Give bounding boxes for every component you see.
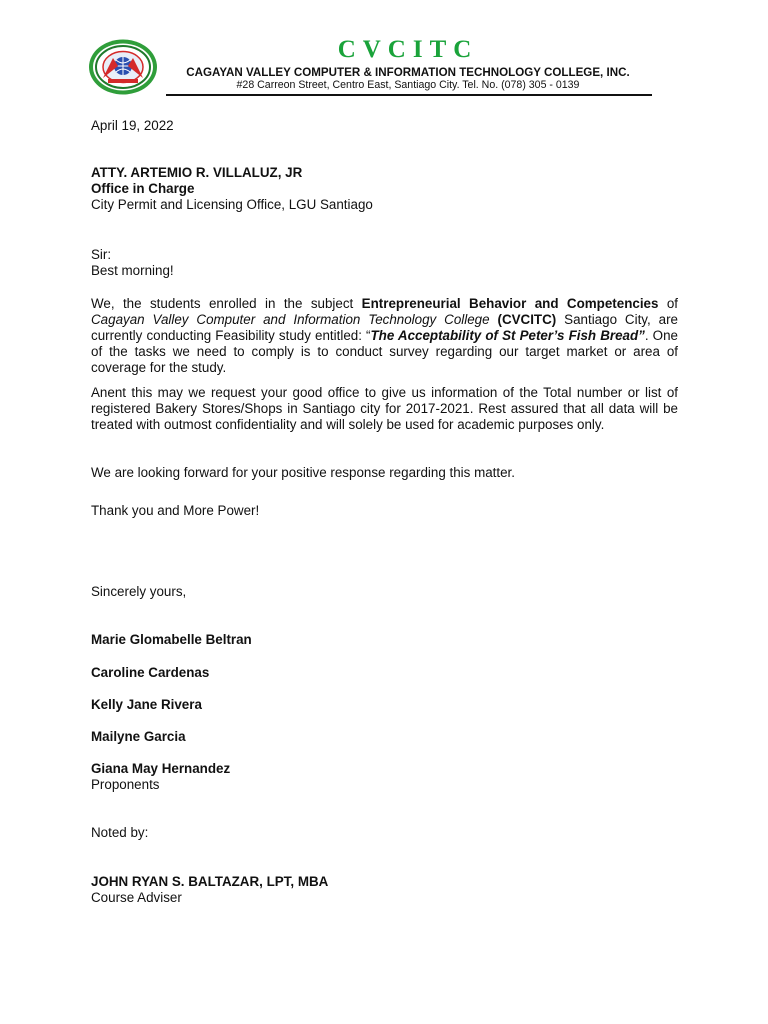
subject-name: Entrepreneurial Behavior and Competencies xyxy=(361,296,659,311)
adviser-block xyxy=(91,874,678,906)
para1-text-1: We, the students enrolled in the subject xyxy=(91,296,362,311)
college-name: CAGAYAN VALLEY COMPUTER & INFORMATION TECHNOLOGY COLLEGE, INC. xyxy=(186,66,630,79)
recipient-block xyxy=(91,165,678,213)
salutation-block xyxy=(91,247,678,279)
proponent-name: Marie Glomabelle Beltran xyxy=(91,632,252,647)
college-address: #28 Carreon Street, Centro East, Santiago City. Tel. No. (078) 305 - 0139 xyxy=(236,79,580,91)
paragraph-intro xyxy=(91,296,678,376)
college-abbreviation: (CVCITC) xyxy=(497,312,557,327)
proponent-name: Giana May Hernandez xyxy=(91,761,231,776)
study-title: The Acceptability of St Peter’s Fish Bread” xyxy=(370,328,645,343)
college-full-name: Cagayan Valley Computer and Information Technology College xyxy=(91,312,490,327)
letter-date: April 19, 2022 xyxy=(91,118,174,133)
proponent-name: Kelly Jane Rivera xyxy=(91,697,202,712)
para1-text-5: . One of the tasks we need to comply is to conduct survey regarding our target market or area of coverage for the study. xyxy=(91,328,678,375)
recipient-office: City Permit and Licensing Office, LGU Santiago xyxy=(91,197,373,212)
recipient-position: Office in Charge xyxy=(91,181,195,196)
noted-by-label: Noted by: xyxy=(91,825,149,840)
closing: Sincerely yours, xyxy=(91,584,187,599)
header-divider xyxy=(166,94,652,96)
para1-text-4: Santiago City, are currently conducting Feasibility study entitled: “ xyxy=(91,312,678,343)
adviser-title: Course Adviser xyxy=(91,890,182,905)
greeting: Best morning! xyxy=(91,263,174,278)
para1-text-2: of xyxy=(658,296,679,311)
proponent-name: Mailyne Garcia xyxy=(91,729,186,744)
adviser-name: JOHN RYAN S. BALTAZAR, LPT, MBA xyxy=(91,874,329,889)
college-seal-icon xyxy=(88,38,158,96)
proponents-label: Proponents xyxy=(91,777,160,792)
salutation: Sir: xyxy=(91,247,112,262)
proponent-name: Caroline Cardenas xyxy=(91,665,210,680)
paragraph-request: Anent this may we request your good office to give us information of the Total number or list of registered Bakery Stores/Shops in Santiago city for 2017-2021. Rest assured that all data will be treated with outmost confidentiality and will solely be used for academic purposes only. xyxy=(91,385,678,432)
paragraph-response: We are looking forward for your positive response regarding this matter. xyxy=(91,465,515,480)
brand-name: CVCITC xyxy=(337,36,479,63)
recipient-name: ATTY. ARTEMIO R. VILLALUZ, JR xyxy=(91,165,303,180)
paragraph-thanks: Thank you and More Power! xyxy=(91,503,260,518)
